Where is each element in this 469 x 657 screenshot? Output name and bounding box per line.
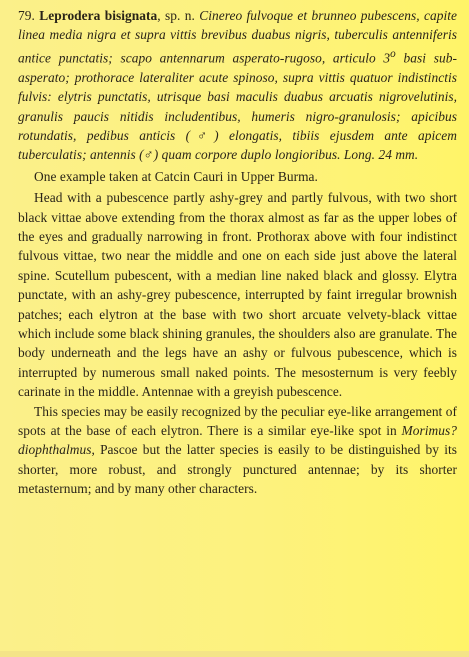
comparison-text-2: , Pascoe but the latter species is easily to be distinguished by its shorter, more robust, and strongly punctured antennae; by its shorter metasternum; and by many other characters. [18, 442, 457, 497]
latin-diagnosis-part-4: ) quam corpore duplo longioribus. Long. 24 mm. [153, 147, 419, 163]
latin-ordinal: o [390, 47, 396, 60]
species-number: 79. [18, 8, 35, 23]
latin-diagnosis-part-1: Cinereo fulvoque et brunneo pubescens, capite linea media nigra et supra vittis brevibus duabus nigris, tuberculis antenniferis antice punctatis; scapo antennarum asperato-rugoso, articulo 3 [18, 8, 457, 66]
locality-paragraph: One example taken at Catcin Cauri in Upper Burma. [34, 168, 318, 184]
species-entry [18, 6, 457, 165]
comparison-taxon: Morimus? diophthalmus [18, 423, 457, 458]
species-name: Leprodera bisignata [39, 8, 158, 23]
male-symbol: ♂ [143, 147, 154, 163]
latin-diagnosis-part-2: basi sub-asperato; prothorace lateraliter acute spinoso, supra vittis quatuor indistinctis fulvis: elytris punctatis, utrisque basi maculis duabus arcuatis nigrovelutinis, granulis paucis nitidis includentibus, humeris nigro-granulosis; apicibus rotundatis, pedibus anticis ( [18, 50, 457, 143]
species-status: , sp. n. [157, 8, 195, 23]
comparison-paragraph [18, 402, 457, 499]
male-symbol: ♂ [190, 127, 215, 143]
comparison-text-1: This species may be easily recognized by the peculiar eye-like arrangement of spots at the base of each elytron. There is a similar eye-like spot in [18, 403, 457, 438]
page-bottom-edge [0, 651, 469, 657]
latin-diagnosis-part-3: ) elongatis, tibiis ejusdem ante apicem tuberculatis; antennis ( [18, 127, 457, 163]
description-paragraph: Head with a pubescence partly ashy-grey and partly fulvous, with two short black vittae above extending from the thorax almost as far as the upper lobes of the eyes and gradually narrowing in front. Prothorax above with four indistinct fulvous vittae, two near the middle and one on each side just above the lateral spine. Scutellum pubescent, with a median line naked black and glossy. Elytra punctate, with an ashy-grey pubescence, interrupted by faint irregular brownish patches; each elytron at the base with two short arcuate velvety-black vittae which include some black shining granules, the shoulders also are granulate. The body underneath and the legs have an ashy or fulvous pubescence, which is interrupted by numerous small naked points. The mesosternum is very feebly carinate in the middle. Antennae with a greyish pubescence. [18, 190, 457, 400]
